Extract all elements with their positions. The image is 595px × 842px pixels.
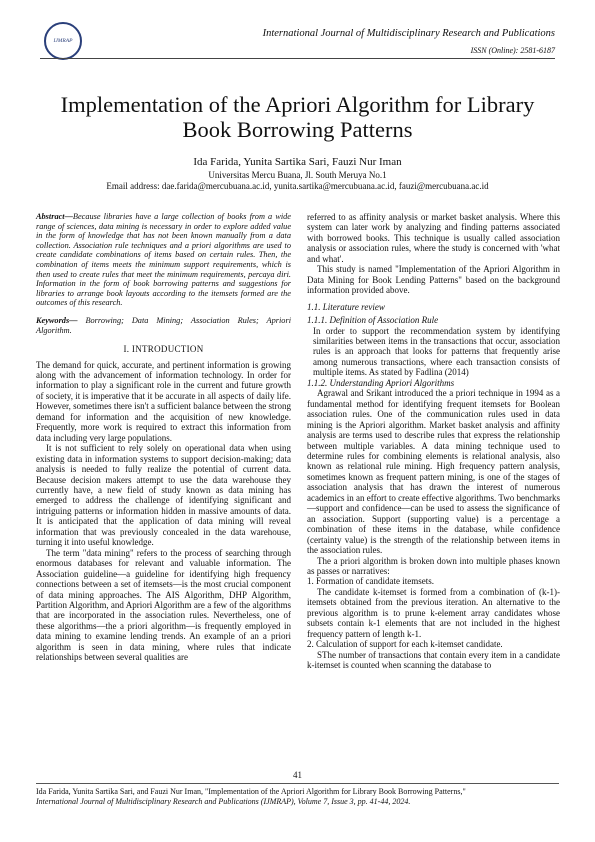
keywords	[36, 316, 291, 335]
right-paragraph-4: Agrawal and Srikant introduced the a priori technique in 1994 as a fundamental method for identifying frequent itemsets for Boolean association rules. One of the communication rules used in data mining is the Apriori algorithm. Market basket analysis and affinity analysis are terms used to describe rules that express the relationship between multiple variables. A data mining technique used to determine rules for combining elements is relational analysis, also known as relational rule mining. High frequency pattern analysis, sometimes known as frequent pattern mining, is one of the stages of association analysis that has drawn the interest of numerous academics in an effort to create effective algorithms. Two benchmarks—support and confidence—can be used to assess the significance of an association. Support (supporting value) is a percentage a combination of these items in the database, while confidence (certainty value) is the strength of the relationship between items in the association rules.	[307, 388, 560, 556]
header-rule	[40, 58, 555, 59]
title-line-2: Book Borrowing Patterns	[182, 117, 413, 142]
paper-title	[20, 92, 575, 142]
footer-citation	[36, 787, 559, 806]
right-paragraph-5: The a priori algorithm is broken down into multiple phases known as passes or narratives:	[307, 555, 560, 576]
intro-paragraph-1: The demand for quick, accurate, and pertinent information is growing along with the advancement of information technology. In order for information to play a significant role in the current and future growth of society, it is imperative that it be accurate in all aspects of daily life. However, sometimes there isn't a sufficient balance between the strong demand for information and the acquisition of new knowledge. Frequently, more work is required to extract this information from data including very large populations.	[36, 359, 292, 443]
subsection-definition: 1.1.1. Definition of Association Rule	[307, 315, 439, 326]
right-paragraph-7: The candidate k-itemset is formed from a combination of (k-1)- itemsets obtained from the previous iteration. An alternative to the previous algorithm is to prune k-element array candidates whose subsets contain k-1 elements that are not included in the highest frequency pattern of length k-1.	[307, 586, 560, 639]
email-line: Email address: dae.farida@mercubuana.ac.id, yunita.sartika@mercubuana.ac.id, fauzi@mercubuana.ac.id	[106, 181, 489, 191]
keywords-text: Borrowing; Data Mining; Association Rules; Apriori Algorithm.	[36, 315, 291, 335]
journal-logo	[44, 22, 82, 60]
right-paragraph-3: In order to support the recommendation system by identifying similarities between items in the transactions that occur, association rules is an approach that looks for patterns that frequently arise among numerous transactions, where each transaction consists of multiple items. As stated by Fadlina (2014)	[313, 325, 560, 378]
citation-line-1: Ida Farida, Yunita Sartika Sari, and Fauzi Nur Iman, "Implementation of the Apriori Algorithm for Library Book Borrowing Patterns,"	[36, 787, 466, 796]
authors: Ida Farida, Yunita Sartika Sari, Fauzi Nur Iman	[193, 156, 402, 168]
abstract-text: Because libraries have a large collection of books from a wide range of sciences, data mining is necessary in order to explore added value in the form of knowledge that has not been known manually from a data collection. Association rule techniques and a priori algorithms are used to create candidate combinations of items based on certain rules. Then, the combination of items meets the minimum support requirements, which is then used to create rules that meet the minimum requirements, percaya diri. Information in the form of book borrowing patterns and suggestions for libraries to arrange book layouts according to the itemsets formed are the outcomes of this research.	[36, 212, 291, 308]
section-heading-introduction: I. INTRODUCTION	[123, 344, 204, 355]
subsection-apriori: 1.1.2. Understanding Apriori Algorithms	[307, 377, 455, 388]
right-column	[307, 212, 560, 670]
abstract-label: Abstract—	[36, 212, 73, 221]
affiliation: Universitas Mercu Buana, Jl. South Meruya No.1	[208, 170, 387, 180]
left-column	[36, 212, 291, 663]
intro-paragraph-3: The term "data mining" refers to the process of searching through enormous databases for relevant and valuable information. The Association guideline—a guideline for identifying high frequency connections between a set of itemsets—is the most crucial component of data mining approaches. The AIS Algorithm, DHP Algorithm, Partition Algorithm, and Apriori Algorithm are a few of the algorithms that are incorporated in the association rules. Nevertheless, one of these algorithms—the a priori algorithm—is frequently employed in data mining to examine lending trends. An example of an a priori algorithm is seen in data mining, where rules that indicate relationships between several qualities are	[36, 547, 291, 663]
title-line-1: Implementation of the Apriori Algorithm for Library	[60, 92, 535, 117]
journal-name: International Journal of Multidisciplinary Research and Publications	[262, 28, 555, 39]
issn: ISSN (Online): 2581-6187	[470, 46, 555, 55]
right-paragraph-1: referred to as affinity analysis or market basket analysis. Where this system can later work by analyzing and finding patterns associated with borrowed books. This technique is usually called association analysis or association rules, where the study is concerned with 'what and what'.	[307, 212, 560, 264]
page-number: 41	[293, 770, 302, 780]
right-paragraph-9: SThe number of transactions that contain every item in a candidate k-itemset is counted when scanning the database to	[307, 649, 560, 671]
right-list-item-2: 2. Calculation of support for each k-itemset candidate.	[307, 639, 503, 650]
subsection-literature-review: 1.1. Literature review	[307, 301, 385, 312]
abstract	[36, 212, 291, 308]
citation-line-2: International Journal of Multidisciplinary Research and Publications (IJMRAP), Volume 7, Issue 3, pp. 41-44, 2024.	[36, 796, 411, 806]
right-list-item-1: 1. Formation of candidate itemsets.	[307, 576, 434, 587]
footer-rule	[36, 783, 559, 784]
logo-text: IJMRAP	[53, 38, 73, 44]
right-paragraph-2: This study is named "Implementation of the Apriori Algorithm in Data Mining for Book Lending Patterns" based on the background information provided above.	[307, 264, 560, 296]
intro-paragraph-2: It is not sufficient to rely solely on operational data when using existing data in information systems to support decision-making; data analysis is needed to fully realize the potential of current data. Because decision makers attempt to use the data warehouse they currently have, a new field of study known as data mining has emerged to address the challenge of identifying significant and intriguing patterns or information hidden in massive amounts of data. It is anticipated that the application of data mining will reveal information that was previously concealed in the data warehouse, turning it into useful knowledge.	[36, 443, 291, 548]
keywords-label: Keywords—	[36, 315, 78, 325]
